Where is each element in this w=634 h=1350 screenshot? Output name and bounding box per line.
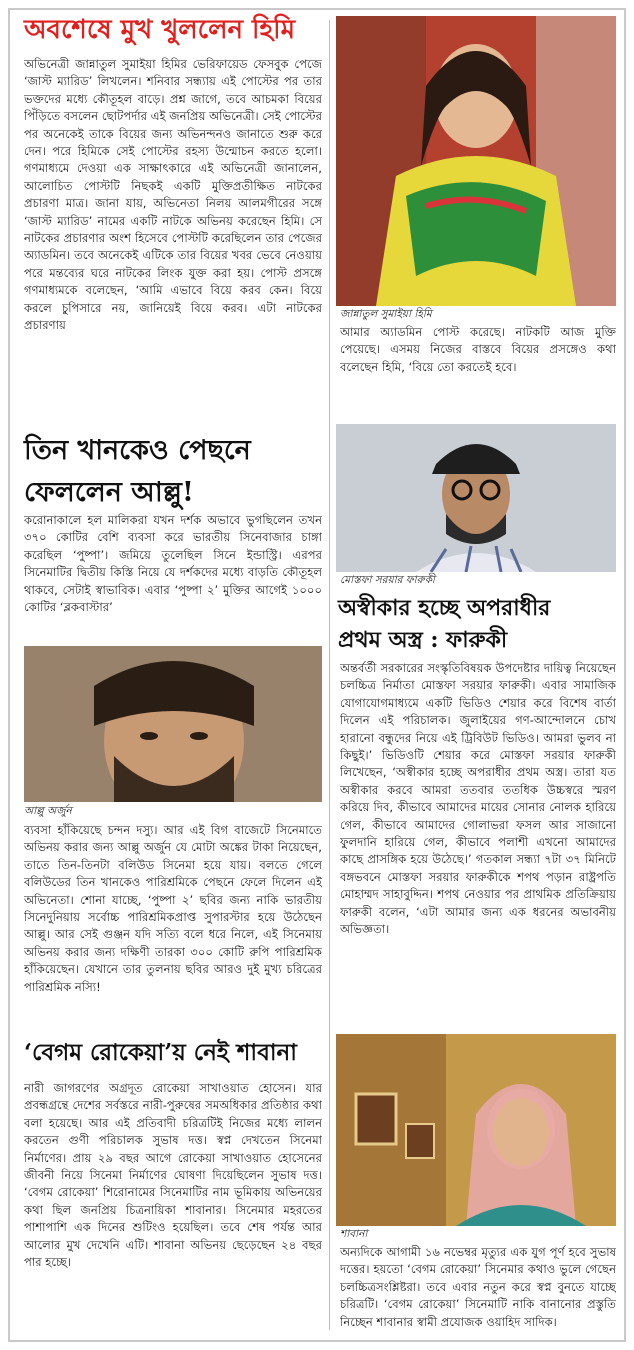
story2-headline-line1: তিন খানকেও পেছনে xyxy=(24,435,251,466)
story4-headline: ‘বেগম রোকেয়া’য় নেই শাবানা xyxy=(24,1039,297,1066)
himi-caption: জান্নাতুল সুমাইয়া হিমি xyxy=(340,308,432,320)
allu-arjun-portrait-icon xyxy=(24,646,322,802)
story2-headline-line2: ফেললেন আল্লু! xyxy=(24,477,194,508)
story1-headline: অবশেষে মুখ খুললেন হিমি xyxy=(24,15,296,45)
allu-arjun-photo xyxy=(24,646,322,802)
farooki-caption: মোস্তফা সরয়ার ফারুকী xyxy=(340,574,435,586)
himi-photo xyxy=(336,16,616,306)
story2-headline xyxy=(24,430,324,514)
himi-portrait-icon xyxy=(336,16,616,306)
story2-body-bottom: ব্যবসা হাঁকিয়েছে চন্দন দস্যু। আর এই বিগ বাজেটে সিনেমাতে অভিনয় করার জন্য আল্লু অর্জুন যে মোটা অঙ্কের টাকা নিয়েছেন, তাতে তিন-তিনটা বলিউড সিনেমা হয়ে যায়। বলতে গেলে বলিউডের তিন খানকেও পারিশ্রমিকে পেছনে ফেলে দিলেন এই অভিনেতা। শোনা যাচ্ছে, ‘পুষ্পা ২’ ছবির জন্য নাকি ভারতীয় সিনেদুনিয়ায় সর্বোচ্চ পারিশ্রমিকপ্রাপ্ত সুপারস্টার হয়ে উঠেছেন আল্লু। আর সেই গুঞ্জন যদি সত্যি বলে ধরে নিলে, এই সিনেমায় অভিনয় করার জন্য দক্ষিণী তারকা ৩০০ কোটি রুপি পারিশ্রমিক হাঁকিয়েছেন। যেখানে তার তুলনায় ছবির আরও দুই মুখ্য চরিত্রের পারিশ্রমিক নস্যি! xyxy=(24,823,322,994)
shabana-caption: শাবানা xyxy=(340,1228,368,1240)
farooki-photo xyxy=(336,424,616,572)
newspaper-page xyxy=(8,8,626,1342)
story2-body-top: করোনাকালে হল মালিকরা যখন দর্শক অভাবে ভুগছিলেন তখন ৩৭০ কোটির বেশি ব্যবসা করে ভারতীয় সিনেবাজার চাঙ্গা করেছিল ‘পুষ্পা’। জমিয়ে তুলেছিল সিনে ইন্ডাস্ট্রি। এরপর সিনেমাটির দ্বিতীয় কিস্তি নিয়ে যে দর্শকদের মধ্যে বাড়তি কৌতূহল থাকবে, সেটাই স্বাভাবিক। এবার ‘পুষ্পা ২’ মুক্তির আগেই ১০০০ কোটির ‘ব্লকবাস্টার’ xyxy=(24,513,322,615)
shabana-photo xyxy=(336,1034,616,1226)
story3-headline-line2: প্রথম অস্ত্র : ফারুকী xyxy=(338,627,508,653)
story1-continuation: আমার অ্যাডমিন পোস্ট করেছে। নাটকটি আজ মুক্তি পেয়েছে। এসময় নিজের বাস্তবে বিয়ের প্রসঙ্গেও কথা বলেছেন হিমি, ‘বিয়ে তো করতেই হবে। xyxy=(340,325,616,374)
shabana-portrait-icon xyxy=(336,1034,616,1226)
story3-headline xyxy=(338,592,628,656)
column-divider xyxy=(329,20,330,1330)
story4-body: নারী জাগরণের অগ্রদূত রোকেয়া সাখাওয়াত হোসেন। যার প্রবন্ধগ্রন্থে দেশের সর্বস্তরে নারী-পুরুষের সমঅধিকার প্রতিষ্ঠার কথা বলা হয়েছে। আর এই প্রতিবাদী চরিত্রটিই নিজের মধ্যে লালন করতেন গুণী পরিচালক সুভাষ দত্ত। স্বপ্ন দেখতেন সিনেমা নির্মাণের। প্রায় ২৯ বছর আগে রোকেয়া সাখাওয়াত হোসেনের জীবনী নিয়ে সিনেমা নির্মাণের ঘোষণা দিয়েছিলেন সুভাষ দত্ত। ‘বেগম রোকেয়া’ শিরোনামের সিনেমাটির নাম ভূমিকায় অভিনয়ের কথা ছিল জনপ্রিয় চিত্রনায়িকা শাবানার। সিনেমার মহরতের পাশাপাশি এক দিনের শুটিংও হয়েছিল। তবে শেষ পর্যন্ত আর আলোর মুখ দেখেনি এটি। শাবানা অভিনয় ছেড়েছেন ২৪ বছর পার হচ্ছে। xyxy=(24,1081,322,1270)
story1-body: অভিনেত্রী জান্নাতুল সুমাইয়া হিমির ভেরিফায়েড ফেসবুক পেজে ‘জাস্ট ম্যারিড’ লিখলেন। শনিবার সন্ধ্যায় এই পোস্টের পর তার ভক্তদের মধ্যে কৌতূহল বাড়ে। প্রশ্ন জাগে, তবে আচমকা বিয়ের পিঁড়িতে বসলেন ছোটপর্দার এই জনপ্রিয় অভিনেত্রী। সেই পোস্টের পর অনেকেই তাকে বিয়ের জন্য অভিনন্দনও জানাতে শুরু করে দেন। পরে হিমিকে সেই পোস্টের রহস্য উন্মোচন করতে হলো। গণমাধ্যমে দেওয়া এক সাক্ষাৎকারে এই অভিনেত্রী জানালেন, আলোচিত পোস্টটি নিছকই একটি মুক্তিপ্রতীক্ষিত নাটকের প্রচারণা মাত্র। জানা যায়, অভিনেতা নিলয় আলমগীরের সঙ্গে ‘জাস্ট ম্যারিড’ নামের একটি নাটকে অভিনয় করেছেন হিমি। সে নাটকের প্রচারণার অংশ হিসেবে পোস্টটি করেছিলেন তার পেজের অ্যাডমিন। তবে অনেকেই এটিকে তার বিয়ের খবর ভেবে নেওয়ায় পরে মন্তব্যের ঘরে নাটকের লিংক যুক্ত করা হয়। পোস্ট প্রসঙ্গে গণমাধ্যমকে বলেছেন, ‘আমি এভাবে বিয়ে করব কেন। বিয়ে করলে চুপিসারে নয়, জানিয়েই বিয়ে করব। এটা নাটকের প্রচারণায় xyxy=(24,57,322,333)
story3-headline-line1: অস্বীকার হচ্ছে অপরাধীর xyxy=(338,595,551,621)
story4-continuation: অন্যদিকে আগামী ১৬ নভেম্বর মৃত্যুর এক যুগ পূর্ণ হবে সুভাষ দত্তের। হয়তো ‘বেগম রোকেয়া’ সিনেমার কথাও ভুলে গেছেন চলচ্চিত্রসংশ্লিষ্টরা। তবে এবার নতুন করে স্বপ্ন বুনতে যাচ্ছে চরিত্রটি। ‘বেগম রোকেয়া’ সিনেমাটি নাকি বানানোর প্রস্তুতি নিচ্ছেন শাবানার স্বামী প্রযোজক ওয়াহিদ সাদিক। xyxy=(340,1245,616,1329)
allu-arjun-caption: আল্লু অর্জুন xyxy=(24,805,72,817)
farooki-portrait-icon xyxy=(336,424,616,572)
story3-body: অন্তর্বর্তী সরকারের সংস্কৃতিবিষয়ক উপদেষ্টার দায়িত্ব নিয়েছেন চলচ্চিত্র নির্মাতা মোস্তফা সরয়ার ফারুকী। এবার সামাজিক যোগাযোগমাধ্যমে একটি ভিডিও শেয়ার করে বিশেষ বার্তা দিলেন এই পরিচালক। জুলাইয়ের গণ-আন্দোলনে চোখ হারানো বন্ধুদের নিয়ে এই ট্রিবিউট ভিডিও। আমরা ভুলব না কিছুই।’ ভিডিওটি শেয়ার করে মোস্তফা সরয়ার ফারুকী লিখেছেন, ‘অস্বীকার হচ্ছে অপরাধীর প্রথম অস্ত্র। তারা যত অস্বীকার করবে আমরা ততবার ততধিক উচ্চস্বরে স্মরণ করিয়ে দিব, কীভাবে আমাদের মায়ের সোনার নোলক হারিয়ে গেল, কীভাবে আমাদের গোলাভরা ফসল আর সাজানো ফুলদানি হারিয়ে গেল, কীভাবে পলাশী এখনো আমাদের কাছে প্রাসঙ্গিক হয়ে উঠেছে।’ গতকাল সন্ধ্যা ৭টা ৩৭ মিনিটে বঙ্গভবনে মোস্তফা সরয়ার ফারুকীকে শপথ পড়ান রাষ্ট্রপতি মোহাম্মদ সাহাবুদ্দিন। শপথ নেওয়ার পর প্রাথমিক প্রতিক্রিয়ায় ফারুকী বলেন, ‘এটা আমার জন্য এক ধরনের অভাবনীয় অভিজ্ঞতা। xyxy=(340,661,616,937)
